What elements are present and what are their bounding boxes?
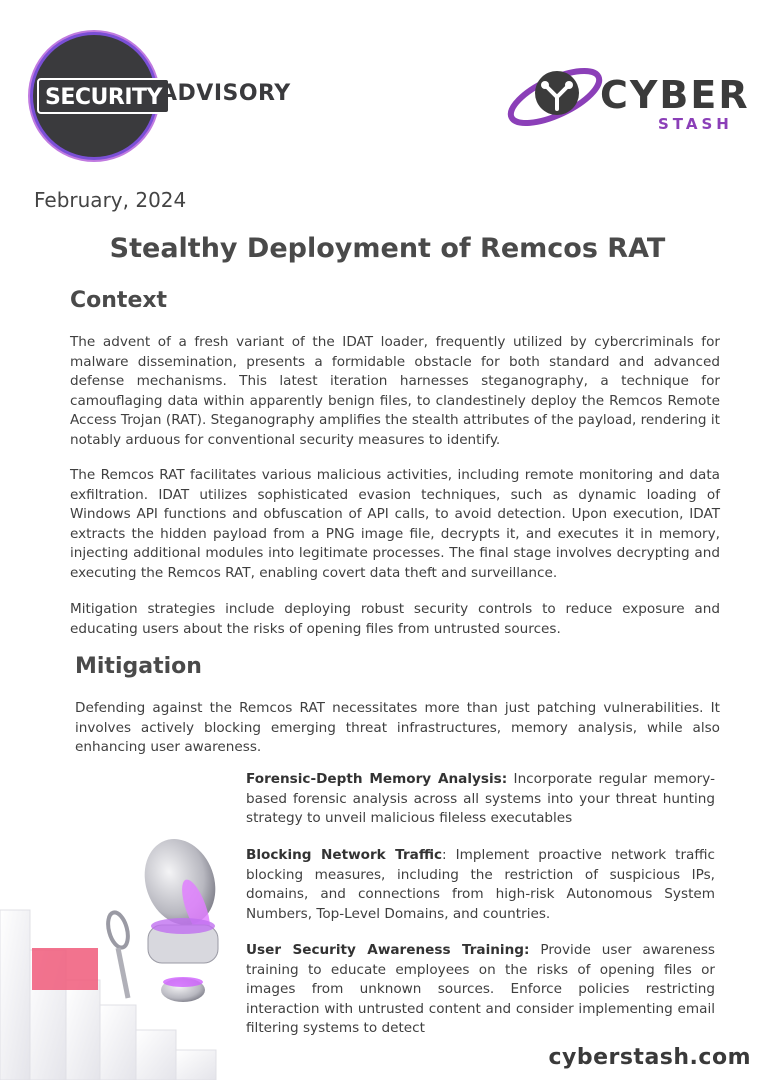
- logo-text-cyber: CYBER: [600, 73, 750, 117]
- mitigation-item-network-blocking: [246, 846, 715, 924]
- badge-word-security: SECURITY: [37, 78, 170, 114]
- mitigation-item-awareness-training: [246, 941, 715, 1039]
- logo-text-stash: STASH: [658, 115, 733, 133]
- badge-word-advisory: ADVISORY: [160, 81, 291, 106]
- mitigation-item-title: Blocking Network Traffic: [246, 847, 443, 863]
- context-paragraph-1: The advent of a fresh variant of the IDAT loader, frequently utilized by cybercriminals for malware dissemination, presents a formidable obstacle for both standard and advanced defense mechanisms. This latest iteration harnesses steganography, a technique for camouflaging data within apparently benign files, to clandestinely deploy the Remcos Remote Access Trojan (RAT). Steganography amplifies the stealth attributes of the payload, rendering it notably arduous for conventional security measures to identify.: [70, 334, 720, 448]
- robot-cubes-illustration: [0, 830, 230, 1080]
- mitigation-item-memory-analysis: [246, 770, 715, 829]
- context-paragraph-2: The Remcos RAT facilitates various malicious activities, including remote monitoring and data exfiltration. IDAT utilizes sophisticated evasion techniques, such as dynamic loading of Windows API functions and obfuscation of API calls, to avoid detection. Upon execution, IDAT extracts the hidden payload from a PNG image file, decrypts it, and executes it in memory, injecting additional modules into legitimate processes. The final stage involves decrypting and executing the Remcos RAT, enabling covert data theft and surveillance.: [70, 467, 720, 581]
- logo-orbit-icon: [505, 55, 605, 140]
- mitigation-intro: Defending against the Remcos RAT necessitates more than just patching vulnerabilities. It involves actively blocking emerging threat infrastructures, memory analysis, while also enhancing user awareness.: [75, 700, 720, 756]
- page-title: Stealthy Deployment of Remcos RAT: [109, 233, 666, 264]
- mitigation-item-text: : Implement proactive network traffic blocking measures, including the restriction of suspicious IPs, domains, and connections from high-risk Autonomous System Numbers, Top-Level Domains, and countries.: [246, 847, 715, 922]
- advisory-date: February, 2024: [34, 188, 187, 212]
- cyberstash-logo: [505, 55, 750, 140]
- context-paragraph-3: Mitigation strategies include deploying robust security controls to reduce exposure and educating users about the risks of opening files from untrusted sources.: [70, 601, 720, 637]
- footer-website[interactable]: cyberstash.com: [548, 1045, 751, 1070]
- mitigation-item-title: User Security Awareness Training:: [246, 942, 530, 958]
- context-heading: Context: [70, 288, 168, 313]
- mitigation-item-text: Provide user awareness training to educate employees on the risks of opening files or images from unknown sources. Enforce policies restricting interaction with untrusted content and consider implementing email filtering systems to detect: [246, 942, 715, 1037]
- mitigation-item-text: Incorporate regular memory-based forensic analysis across all systems into your threat hunting strategy to unveil malicious fileless executables: [246, 771, 715, 827]
- mitigation-item-title: Forensic-Depth Memory Analysis:: [246, 771, 508, 787]
- mitigation-heading: Mitigation: [75, 654, 202, 679]
